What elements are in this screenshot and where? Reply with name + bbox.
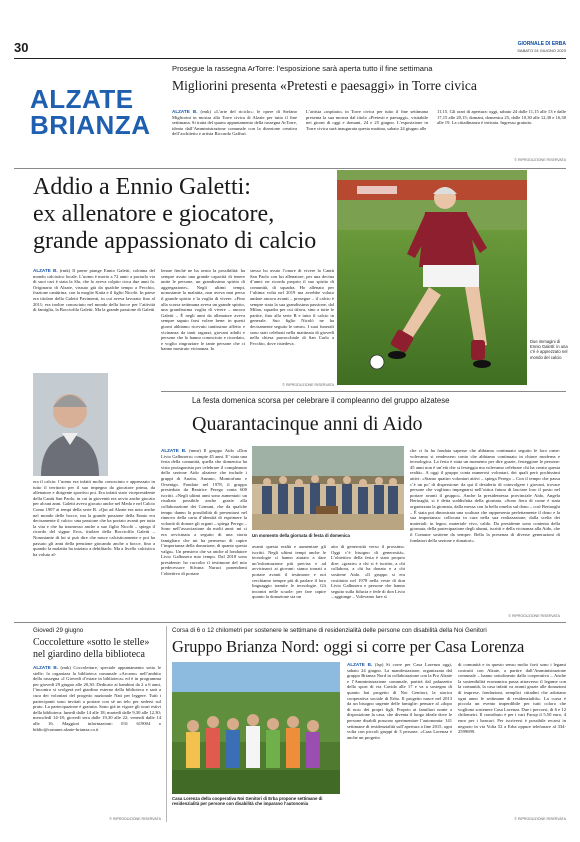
copyright: © RIPRODUZIONE RISERVATA: [109, 817, 161, 821]
column-text: (rmk) Il paese piange Ennio Galetti, colonna del mondo calcistico locale. L’uomo è morto a 72 anni: a portarlo via di suoi cari è stata la Sla, che lo aveva colpito circa due anni fa. Originario di Alzate, vissuto già da qualche tempo a Fecchio, frazione cantùrina, con la moglie Katia e il figlio Nicolò. In paese era titolare della Galetti Pavimenti, in cui aveva lavorato fino al 2011; era inoltre conosciuto nel mondo della bocce per l’attività di famiglia, la Bocciofila Galetti. Ma la grande passione di Galetti: [33, 268, 155, 313]
article-kicker: Prosegue la rassegna ArTorre: l’esposizione sarà aperta tutto il fine settimana: [172, 64, 433, 73]
header-rule: [14, 58, 566, 59]
article-title-line: nel giardino della biblioteca: [33, 649, 145, 660]
aido-group-image: [252, 446, 404, 530]
article-column: era il calcio: l’uomo era infatti molto conosciuto e apprezzato in tutto il territorio per il suo impegno da giocatore prima, da allenatore e dirigente sportivo poi. Era infatti stato vicepresidente della Cantù San Paolo, in cui in gioventù era avvio anche giocato per alcuni anni. Galetti aveva giocato anche nel Meda e nel Calcio Como 1907 ai tempi della serie B. «Qui ad Alzate era noto anche nel mondo delle bocce, ma la grande passione della Ennio era decisamente il calcio: una passione che ha portato avanti per tutta la vita e che ha trasmesso anche a suo figlio Nicolò – spiega il ricordo del sigpur Eros, titolare della Bocciofila Galetti – Nonostante di lui si può dire che nasce calcisticamente e poi ha passato gli anni della pensione giocando anche a bocce, fino a quando la malattia ha iniziato a debilitarlo. Ma a livello calcistico ha voluto al-: [33, 479, 155, 557]
article-column: L’artista «ospitato» in Torre civica per tutto il fine settimana presenta la sua mostra dal titolo «Pretesti e paesaggi», visitabile nei giorni di oggi e domani, 24 e 25 giugno. L’esposizione in Torre civica sarà inaugurata questa mattina, sabato 24 giugno alle: [306, 109, 428, 131]
location-tag: ALZATE B.: [161, 448, 187, 453]
newspaper-name: GIORNALE DI ERBA: [517, 41, 566, 47]
column-text: (rmk) Coccoletture, speciale appuntamento sotto le stelle: lo organizza la biblioteca comunale «Arcano» nell’ambito della rassegna «I Giovedì d’estate in biblioteca» ed è in programma per giovedì 29 giugno alle 20,30. Dedicato ai bambini da 2 a 6 anni, l’incontro si svolgerà nel giardino esterno della biblioteca e sarà a cura dei volontari del progetto nazionale Nati per leggere. Tutti i partecipanti sono invitati a portare con sé un telo per sedersi sul prato. La partecipazione è gratuita. Sono già in vigore gli orari estivi della biblioteca: lunedì dalle 14 alle 18; martedì dalle 9,30 alle 12,30; mercoledì 14-18; giovedì sera dalle 19,30 alle 22; venerdì dalle 14 alle 16. Maggiori informazioni: 031 619004 o biblio@comune.alzate-brianza.co.it: [33, 665, 161, 732]
casa-lorenza-photo: [172, 662, 340, 794]
location-tag: ALZATE B.: [33, 268, 58, 273]
article-migliorini: [172, 62, 566, 166]
article-title-line: Addio a Ennio Galetti:: [33, 174, 251, 200]
photo-caption: Un momento della giornata di festa di domenica: [252, 533, 350, 538]
portrait-image: [33, 373, 108, 476]
location-tag: ALZATE B.: [172, 109, 198, 114]
location-tag: ALZATE B.: [347, 662, 373, 667]
photo-caption: Due immagini di Ennio Galetti: in una c’è è apprezzato nel mondo del calcio: [530, 339, 568, 360]
photo-caption: Casa Lorenza della cooperativa Noi Genitori di Erba propone settimane di residenzialità per persone con disabilità che imparano l’autonomia: [172, 796, 323, 807]
column-text: (mmr) Il gruppo Aido «Don Livio Galbusera» compie 45 anni. E’ stata una festa della comunità, quella che domenica ha visto protagonista per celebrare il compleanno della sezione Aido alzatese che include i gruppi di Anzita, Anzano, Montorfano e Orsenigo. Fondato nel 1978, il gruppo presieduto da Beatrice Perego conta 600 iscritti. «Negli ultimi anni sono aumentati: un risultato possibile anche grazie alla collaborazione dei Comuni, che da qualche tempo danno la possibilità di presentarsi nel rinnovo della carta d’identità di esprimere la volontà di donare gli organi – spiega Perego – Sono nell’associazione da molti anni: mi ci era avvicinata a seguito di una storia famigliare che mi ha permesso di capire l’importanza della donazione, di quanto questa valga». Un pensiero che va anche al fondatore Livio Galbusera mio tempo. Dal 2018 sono presidente: ho raccolto il testimone del mio predecessore Silvana Nuruci ponendomi l’obiettivo di portare: [161, 448, 247, 577]
section-title-line1: ALZATE: [30, 84, 134, 114]
column-text: (rmk) «L’arte del riciclo»: le opere di Stefano Migliorini in mostra alla Torre civica di Alzate per tutto il fine settimana. Si tratta del quarto appuntamento della rassegna ArTorre, ideata dall’Amministrazione comunale con la direzione creativa dell’architetto e artista Riccardo Gaffuri.: [172, 109, 297, 137]
issue-date: SABATO 24 GIUGNO 2023: [517, 48, 566, 53]
article-title-line: ex allenatore e giocatore,: [33, 201, 275, 227]
football-player-image: [337, 170, 527, 385]
divider: [14, 168, 566, 169]
article-column: [161, 448, 247, 620]
article-column: stesso ho avuto l’onore di vivere la Cantù San Paolo con lui allenatore, per una decina d’anni: ne ricordo proprio il suo spirito di comunità, di squadra. Ho allenato per l’ultima volta nel 2019 ma avrebbe voluto andare ancora avanti – prosegue – il calcio è sempre stata la sua grandissima passione, dal Milan, squadra per cui tifava, sino a tutte le partite, fino alla serie B e tutto il calcio in generale. Suo figlio Nicolò ne ha decisamente seguito le orme». I suoi funerali sono stati celebrati nella mattinata di giovedì nella chiesa parrocchiale di San Carlo a Fecchio, dove risiedeva.: [250, 268, 334, 346]
copyright: © RIPRODUZIONE RISERVATA: [514, 158, 566, 162]
location-tag: ALZATE B.: [33, 665, 58, 670]
article-kicker: Corsa di 6 o 12 chilometri per sostenere le settimane di residenzialità delle persone con disabilità della Noi Genitori: [172, 627, 487, 634]
article-title: Quarantacinque anni di Aido: [192, 413, 423, 435]
article-column: avanti questa realtà e aumentare gli iscritti. Negli ultimi tempi anche le tecnologie ci hanno aiutato a dare un’informazione più precisa e ad avvicinarci ai giovani: siamo tornati a portare avanti il testimone e noi cerchiamo sempre più di parlare il loro linguaggio tramite le tecnologie. Gli incontri nelle scuole: per fare capire quanto la donazione sia un: [252, 544, 326, 600]
article-column: atto di generosità verso il prossimo. Oggi c’è bisogno di generosità». L’obiettivo della festa è stato proprio dire: «grazie» a chi si è iscritto, a chi collabora, a chi ha donato e a chi sostiene Aido. «Il gruppo si era costituito nel 1978 nella veste di don Livio Galbusera e persone che hanno seguito sulla fiducia e fede di don Livio – aggiunge – Volevamo fare sì: [331, 544, 405, 600]
article-column: di comunità e in questo senso molto forti sono i legami costruiti con Alzate, a partire dall’Amministrazione comunale – hanno sottolineato dalla cooperativa – Anche la sostenibilità economica passa attraverso il legame con la comunità, la casa infatti va avanti grazie alle donazioni di imprese, fondazioni, semplici cittadini che adottano ogni anno le settimane di residenzialità». La corsa è piccola un evento imperdibile per tutti coloro che vogliono sostenere Casa Lorenza. Due i percorsi, di 6 e 12 chilometri. Il contributo è per i vari Facup il 5,50 euro, 4 euro per i bancari. Per iscriversi è possibile recarsi in negozio in via Volta 52 a Erba oppure telefonare al 334-2599699.: [458, 662, 566, 735]
aido-photo: [252, 446, 404, 530]
article-kicker: La festa domenica scorsa per celebrare il compleanno del gruppo alzatese: [192, 396, 450, 405]
article-galetti-title: [33, 174, 333, 255]
article-title: Gruppo Brianza Nord: oggi si corre per Casa Lorenza: [172, 637, 525, 656]
article-title-line: grande appassionato di calcio: [33, 228, 317, 254]
page-number: 30: [14, 40, 29, 55]
copyright: © RIPRODUZIONE RISERVATA: [514, 817, 566, 821]
section-title-line2: BRIANZA: [30, 110, 151, 140]
column-divider: [166, 626, 167, 822]
article-column: [347, 662, 452, 822]
article-column: [33, 665, 161, 815]
copyright: © RIPRODUZIONE RISERVATA: [282, 383, 334, 387]
article-title: Migliorini presenta «Pretesti e paesaggi» in Torre civica: [172, 78, 477, 93]
article-kicker: Giovedì 29 giugno: [33, 627, 84, 634]
article-column: [172, 109, 297, 165]
section-title: [30, 86, 151, 138]
football-photo: [337, 170, 527, 385]
copyright: © RIPRODUZIONE RISERVATA: [508, 614, 560, 618]
casa-lorenza-group-image: [172, 662, 340, 794]
article-column: lenare finché ne ha avuto la possibilità: ha sempre avuto una grande capacità di tenere unite le persone, un grandissimo spirito di aggregazione». Negli ultimi tempi, nonostante la malattia, non aveva mai perso il grande spirito e la voglia di vivere. «Fino alla scorsa settimana aveva un grande spirito, una grandissima voglia di vivere – ancora Galetti – È negli anni da allenatore aveva sempre saputo farsi volere bene: in questi giorni abbiamo ricevuto tantissimo affetto e vicinanza da tanti ragazzi, giovani adulti e persone che lo hanno conosciuto e ricordato, e voglio ringraziare le tante persone che ci hanno mostrato vicinanza. Io: [161, 268, 245, 352]
column-text: (lsp) Si corre per Casa Lorenza oggi, sabato 24 giugno. La manifestazione, organizzata dal gruppo Brianza Nord in collaborazione con la Pro Alzate e l’Amministrazione comunale, partirà dal palazzetto dello sport di via Cavida alle 17 e va a sostegno di quanto hai progetto di Noi Genitori, la storica cooperativa sociale di Erba. Il progetto nasce nel 2013 da un bisogno urgente delle famiglie: pensare al «dopo di noi» dei propri figli. Proprio ai familiari nonte a disposizione la casa, che diventa il luogo ideale dove le persone disabili possono sperimentare l’autonomia: 141 settimane di residenzialità sull’apertura a fine 2015, ogni volta con piccoli gruppi di 3 persone. «Casa Lorenza è anche un progetto: [347, 662, 452, 740]
divider: [14, 622, 566, 623]
divider: [161, 391, 566, 392]
article-column: che ci fu ha fondata sapesse che abbiamo continuato seguito le loro orme: volevamo si rendessero conto che abbiamo continuato in chiave moderna e tecnologica. La festa è stata un momento per dire grazie, festeggiare le persone: 45 anni non è un’età che si festeggia ma volevamo celebrare chi ha creato questa realtà». A oggi il gruppo conta numerosi volontari, dei quali però pochissimi attivi: «Siamo quattro volontari attivi – spiega Perego – Con il tempo che passa c’è un po’ di dispersione: da qui il desiderio di coinvolgere i giovani, trovare persone che vogliono impegnarsi nell’ottica futura di lasciare loro il posto nel portare avanti il gruppo». Anche la presidentessa provinciale Aido, Angela Bertoaghi, si è detta soddisfatta della giornata. «Sono fiera di come è stata organizzata la giornata, dalla messa con la bella omelia sul dono – così Bertaoghi – È stata poi dimostrata una scultura che rappresenta perfettamente il dono e la sua importanza: collocata in cura nella sua realizzazione, dalla scelta dei materiali: in legno, materiale vivo, caldo. Da presidente sono contenta della giornata, della partecipazione degli alunni, iscritti e della vicinanza alla Aido, che il Comune sostiene da sempre. Bella la presenza di diverse generazioni di fondatori della sezione e donatori».: [410, 448, 560, 543]
article-title-line: Coccoletture «sotto le stelle»: [33, 637, 150, 648]
article-column: 11,15. Gli orari di apertura: oggi, sabato 24 dalle 11,15 alle 13 e dalle 17,15 alle 20,15; domani, domenica 25, dalle 10,30 alle 12,30 e 16,30 alle 19. La cittadinanza è invitata. Ingresso gratuito.: [437, 109, 566, 126]
portrait-photo: [33, 373, 108, 476]
article-column: [33, 268, 155, 370]
article-title: [33, 637, 161, 661]
